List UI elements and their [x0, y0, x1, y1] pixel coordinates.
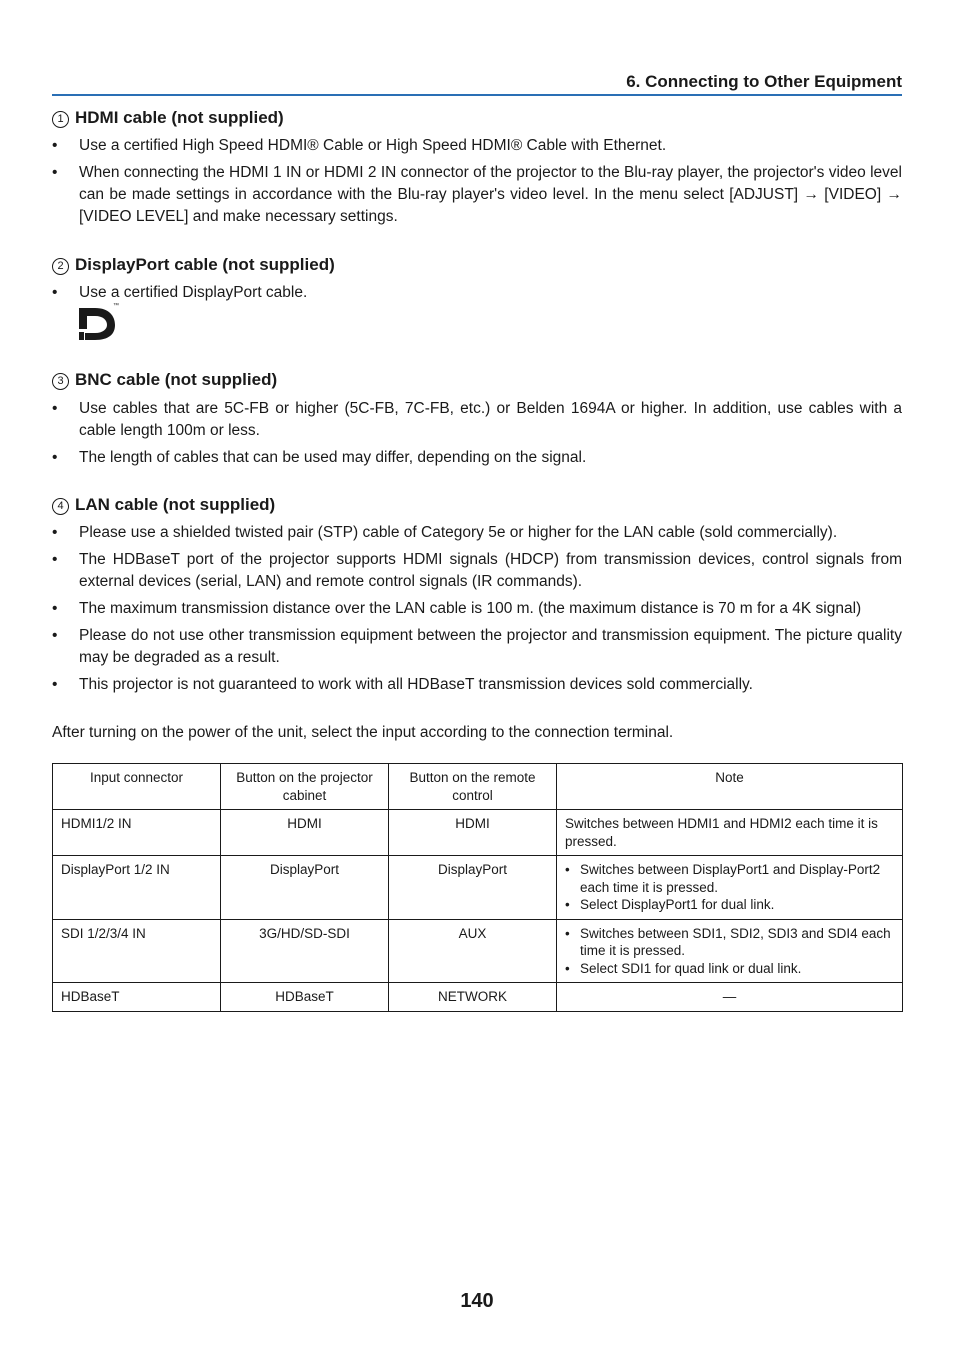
table-cell: 3G/HD/SD-SDI: [221, 919, 389, 983]
table-cell: HDMI1/2 IN: [53, 810, 221, 856]
lan-bullet-list: [52, 522, 902, 701]
table-row: [53, 856, 903, 920]
list-item: • Please do not use other transmission equipment between the projector and transmission equipment. The picture quality may be degraded as a result.: [52, 625, 902, 669]
list-item: • Use a certified High Speed HDMI® Cable or High Speed HDMI® Cable with Ethernet.: [52, 135, 902, 157]
page-header: [52, 72, 902, 96]
circled-number: 1: [52, 111, 69, 128]
circled-number: 4: [52, 498, 69, 515]
trademark-mark: ™: [113, 303, 119, 309]
table-cell: AUX: [389, 919, 557, 983]
table-cell: Switches between HDMI1 and HDMI2 each time it is pressed.: [557, 810, 903, 856]
table-cell: DisplayPort: [221, 856, 389, 920]
table-cell: DisplayPort 1/2 IN: [53, 856, 221, 920]
circled-number: 2: [52, 258, 69, 275]
chapter-title: 6. Connecting to Other Equipment: [626, 72, 902, 91]
table-header-row: [53, 764, 903, 810]
list-item: • The length of cables that can be used may differ, depending on the signal.: [52, 447, 902, 469]
input-connector-table: [52, 763, 903, 1012]
list-item: • When connecting the HDMI 1 IN or HDMI 2 IN connector of the projector to the Blu-ray player, the projector's video level can be made settings in accordance with the Blu-ray player's video level. In the menu select [ADJUST] → [VIDEO] → [VIDEO LEVEL] and make necessary settings.: [52, 162, 902, 228]
section-title-hdmi: 1 HDMI cable (not supplied): [52, 108, 284, 128]
column-header: Note: [557, 764, 903, 810]
list-item: • Use a certified DisplayPort cable.: [52, 282, 902, 304]
list-item: • Select DisplayPort1 for dual link.: [565, 896, 894, 914]
section-title-lan: 4 LAN cable (not supplied): [52, 495, 275, 515]
table-cell: HDMI: [389, 810, 557, 856]
list-item: • This projector is not guaranteed to work with all HDBaseT transmission devices sold commercially.: [52, 674, 902, 696]
note-list: [565, 861, 894, 914]
table-cell: HDBaseT: [53, 983, 221, 1012]
list-item: • The maximum transmission distance over the LAN cable is 100 m. (the maximum distance is 70 m for a 4K signal): [52, 598, 902, 620]
list-item: • Switches between SDI1, SDI2, SDI3 and SDI4 each time it is pressed.: [565, 925, 894, 960]
table-cell: [557, 919, 903, 983]
bnc-bullet-list: [52, 398, 902, 474]
circled-number: 3: [52, 373, 69, 390]
intro-paragraph: After turning on the power of the unit, select the input according to the connection terminal.: [52, 724, 674, 741]
column-header: Button on the projector cabinet: [221, 764, 389, 810]
list-item: • Switches between DisplayPort1 and Display-Port2 each time it is pressed.: [565, 861, 894, 896]
table-row: [53, 983, 903, 1012]
section-title-displayport: 2 DisplayPort cable (not supplied): [52, 255, 335, 275]
page-number: 140: [460, 1290, 494, 1312]
table-row: [53, 919, 903, 983]
list-item: • The HDBaseT port of the projector supports HDMI signals (HDCP) from transmission devices, control signals from external devices (serial, LAN) and remote control signals (IR commands).: [52, 549, 902, 593]
displayport-logo-icon: [77, 303, 119, 342]
column-header: Button on the remote control: [389, 764, 557, 810]
column-header: Input connector: [53, 764, 221, 810]
table-cell: NETWORK: [389, 983, 557, 1012]
list-item: • Use cables that are 5C-FB or higher (5C-FB, 7C-FB, etc.) or Belden 1694A or higher. In addition, use cables with a cable length 100m or less.: [52, 398, 902, 442]
list-item: • Select SDI1 for quad link or dual link.: [565, 960, 894, 978]
table-cell: HDMI: [221, 810, 389, 856]
displayport-bullet-list: [52, 282, 902, 309]
table-cell: HDBaseT: [221, 983, 389, 1012]
table-cell: [557, 856, 903, 920]
table-row: [53, 810, 903, 856]
note-list: [565, 925, 894, 978]
hdmi-bullet-list: [52, 135, 902, 233]
section-title-bnc: 3 BNC cable (not supplied): [52, 370, 277, 390]
table-cell: —: [557, 983, 903, 1012]
table-cell: DisplayPort: [389, 856, 557, 920]
table-cell: SDI 1/2/3/4 IN: [53, 919, 221, 983]
list-item: • Please use a shielded twisted pair (STP) cable of Category 5e or higher for the LAN cable (sold commercially).: [52, 522, 902, 544]
